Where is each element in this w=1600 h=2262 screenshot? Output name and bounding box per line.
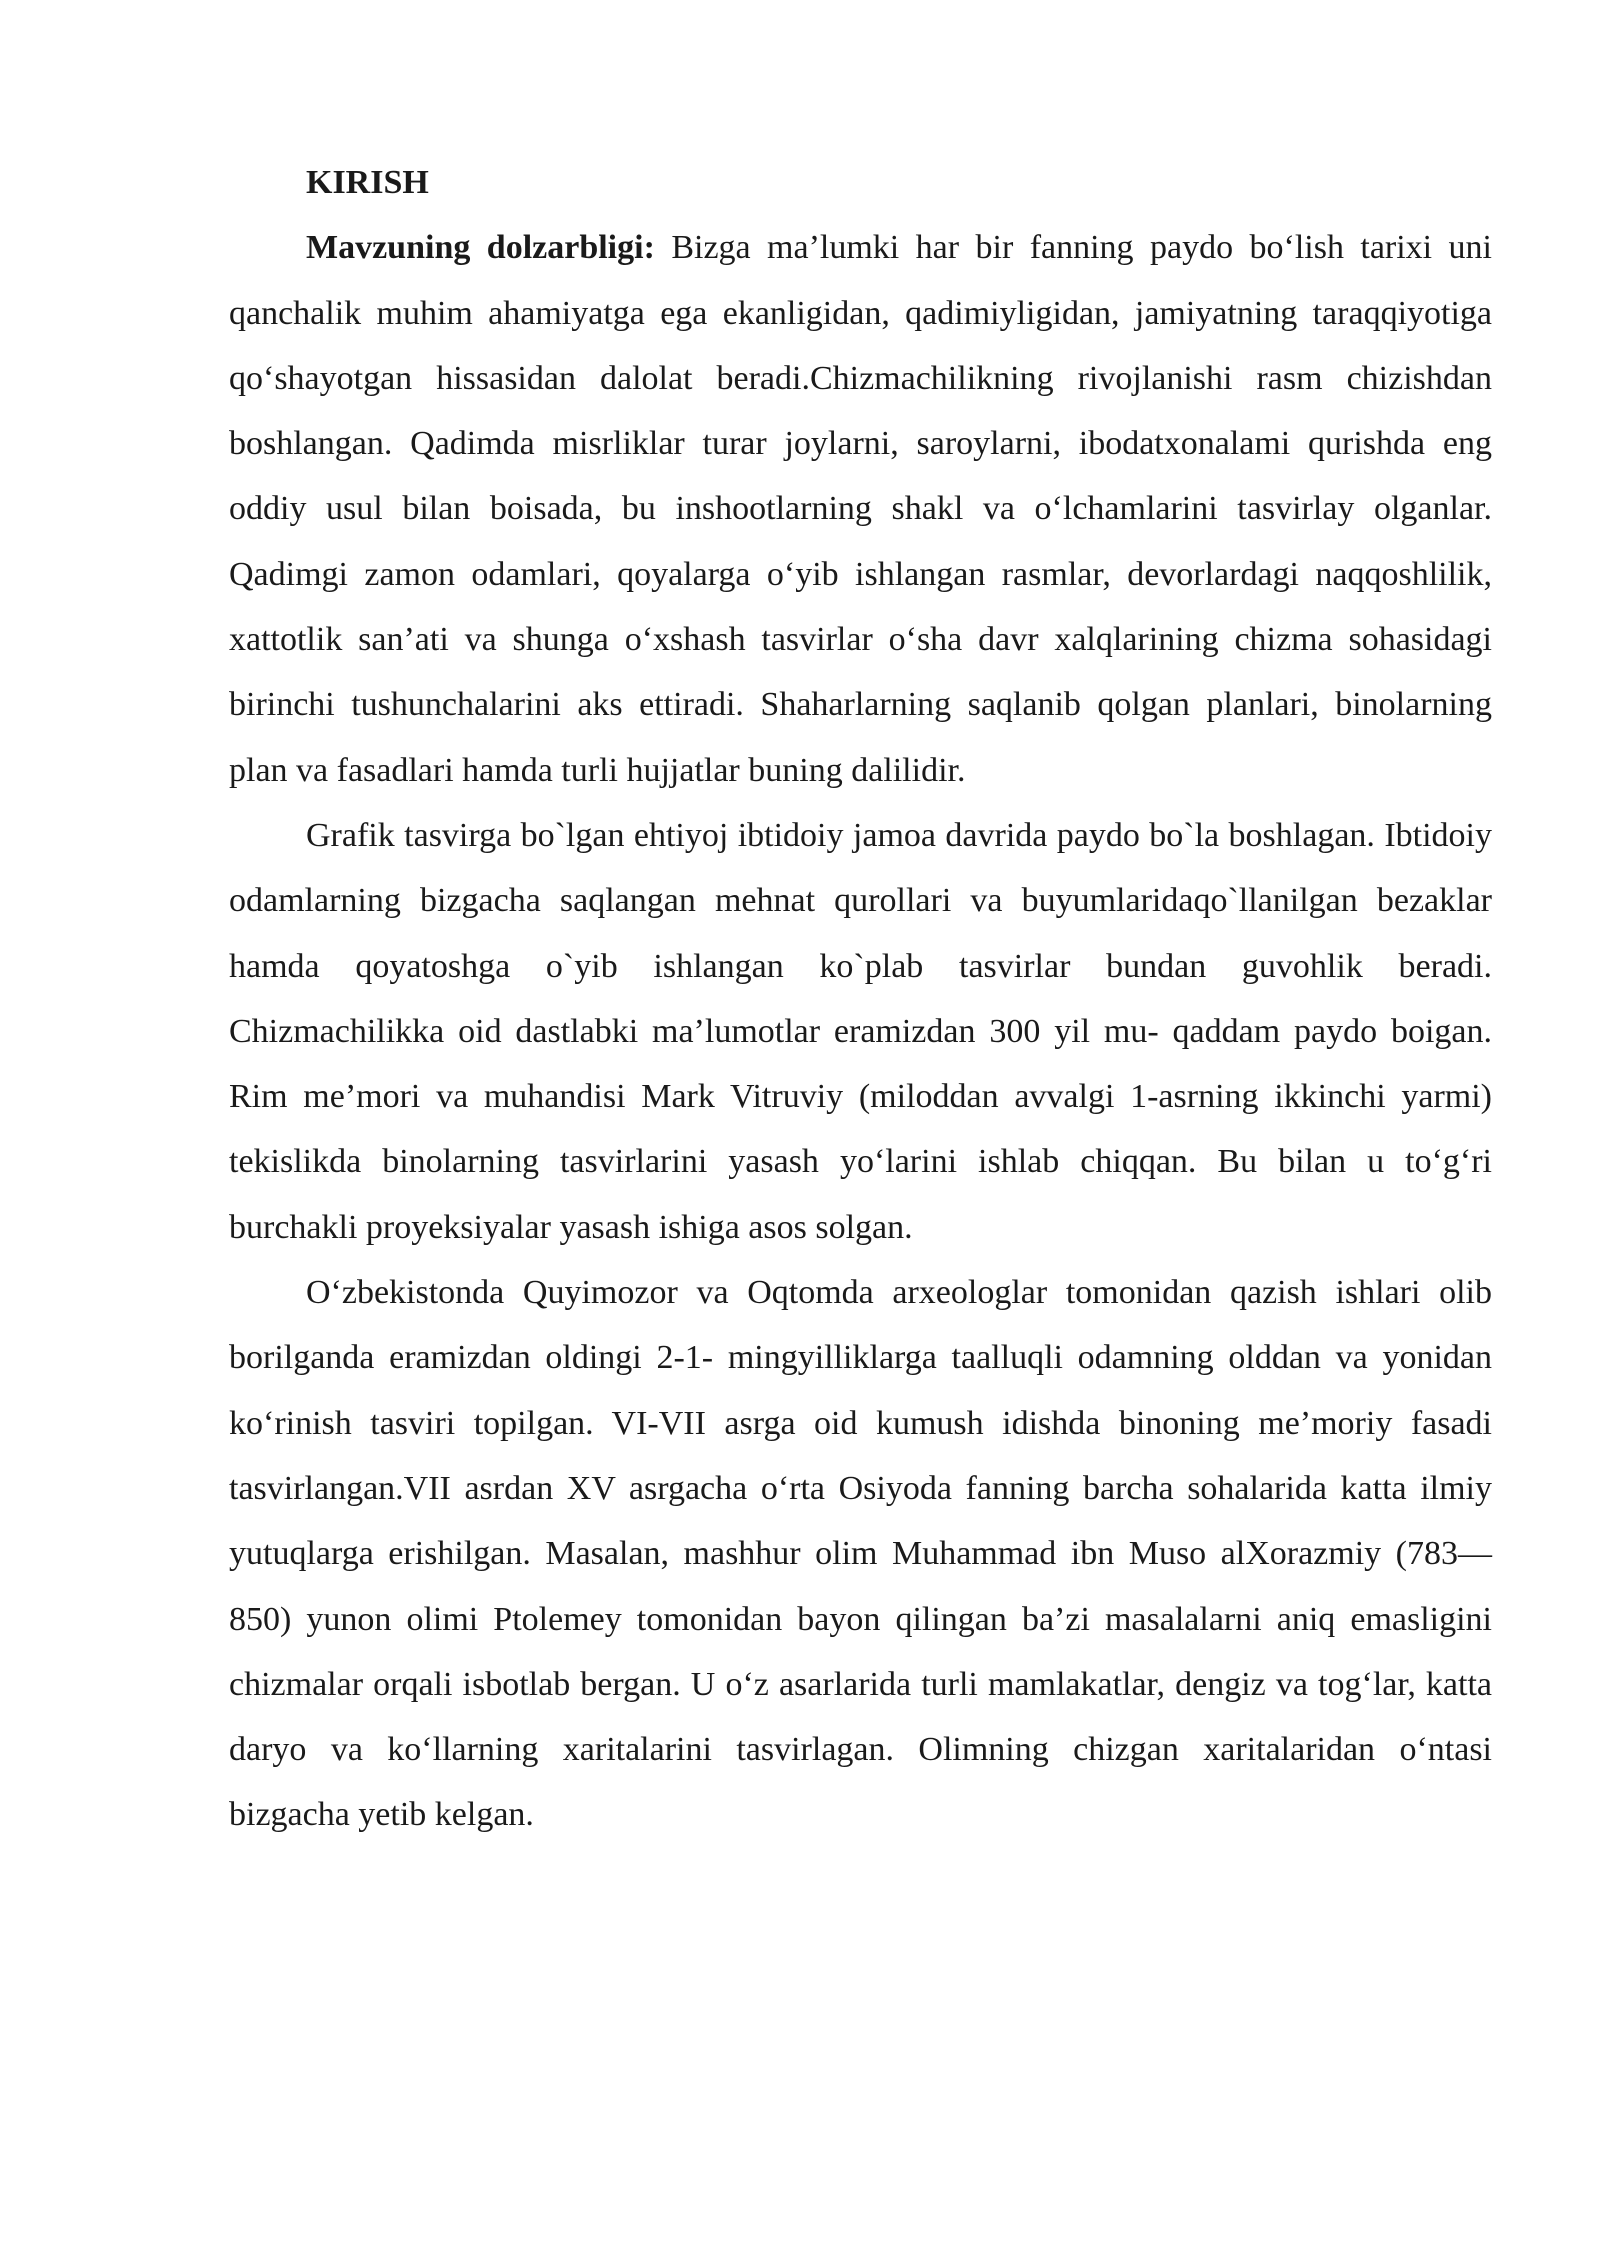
paragraph-text: Bizga ma’lumki har bir fanning paydo bo‘lish tarixi uni qanchalik muhim ahamiyatga ega ekanligidan, qadimiyligidan, jamiyatning taraqqiyotiga qo‘shayotgan hissasidan dalolat beradi.Chizmachilikning rivojlanishi rasm chizishdan boshlangan. Qadimda misrliklar turar joylarni, saroylarni, ibodatxonalami qurishda eng oddiy usul bilan boisada, bu inshootlarning shakl va o‘lchamlarini tasvirlay olganlar. Qadimgi zamon odamlari, qoyalarga o‘yib ishlangan rasmlar, devorlardagi naqqoshlilik, xattotlik san’ati va shunga o‘xshash tasvirlar o‘sha davr xalqlarining chizma sohasidagi birinchi tushunchalarini aks ettiradi. Shaharlarning saqlanib qolgan planlari, binolarning plan va fasadlari hamda turli hujjatlar buning dalilidir.: [229, 229, 1492, 789]
page-heading: KIRISH: [306, 164, 429, 201]
paragraph-graphic-history: Grafik tasvirga bo`lgan ehtiyoj ibtidoiy jamoa davrida paydo bo`la boshlagan. Ibtidoiy odamlarning bizgacha saqlangan mehnat qurollari va buyumlaridaqo`llanilgan bezaklar hamda qoyatoshga o`yib ishlangan ko`plab tasvirlar bundan guvohlik beradi. Chizmachilikka oid dastlabki ma’lumotlar eramizdan 300 yil mu- qaddam paydo boigan. Rim me’mori va muhandisi Mark Vitruviy (miloddan avvalgi 1-asrning ikkinchi yarmi) tekislikda binolarning tasvirlarini yasash yo‘larini ishlab chiqqan. Bu bilan u to‘g‘ri burchakli proyeksiyalar yasash ishiga asos solgan.: [229, 816, 1492, 1246]
paragraph-uzbekistan-history: O‘zbekistonda Quyimozor va Oqtomda arxeologlar tomonidan qazish ishlari olib borilganda eramizdan oldingi 2-1- mingyilliklarga taalluqli odamning olddan va yonidan ko‘rinish tasviri topilgan. VI-VII asrga oid kumush idishda binoning me’moriy fasadi tasvirlangan.VII asrdan XV asrgacha o‘rta Osiyoda fanning barcha sohalarida katta ilmiy yutuqlarga erishilgan. Masalan, mashhur olim Muhammad ibn Muso alXorazmiy (783—850) yunon olimi Ptolemey tomonidan bayon qilingan ba’zi masalalarni aniq emasligini chizmalar orqali isbotlab bergan. U o‘z asarlarida turli mamlakatlar, dengiz va tog‘lar, katta daryo va ko‘llarning xaritalarini tasvirlagan. Olimning chizgan xaritalaridan o‘ntasi bizgacha yetib kelgan.: [229, 1274, 1492, 1834]
paragraph-lead: Mavzuning dolzarbligi:: [306, 229, 655, 267]
paragraph-relevance: [229, 215, 1492, 803]
document-page: [229, 150, 1492, 1848]
